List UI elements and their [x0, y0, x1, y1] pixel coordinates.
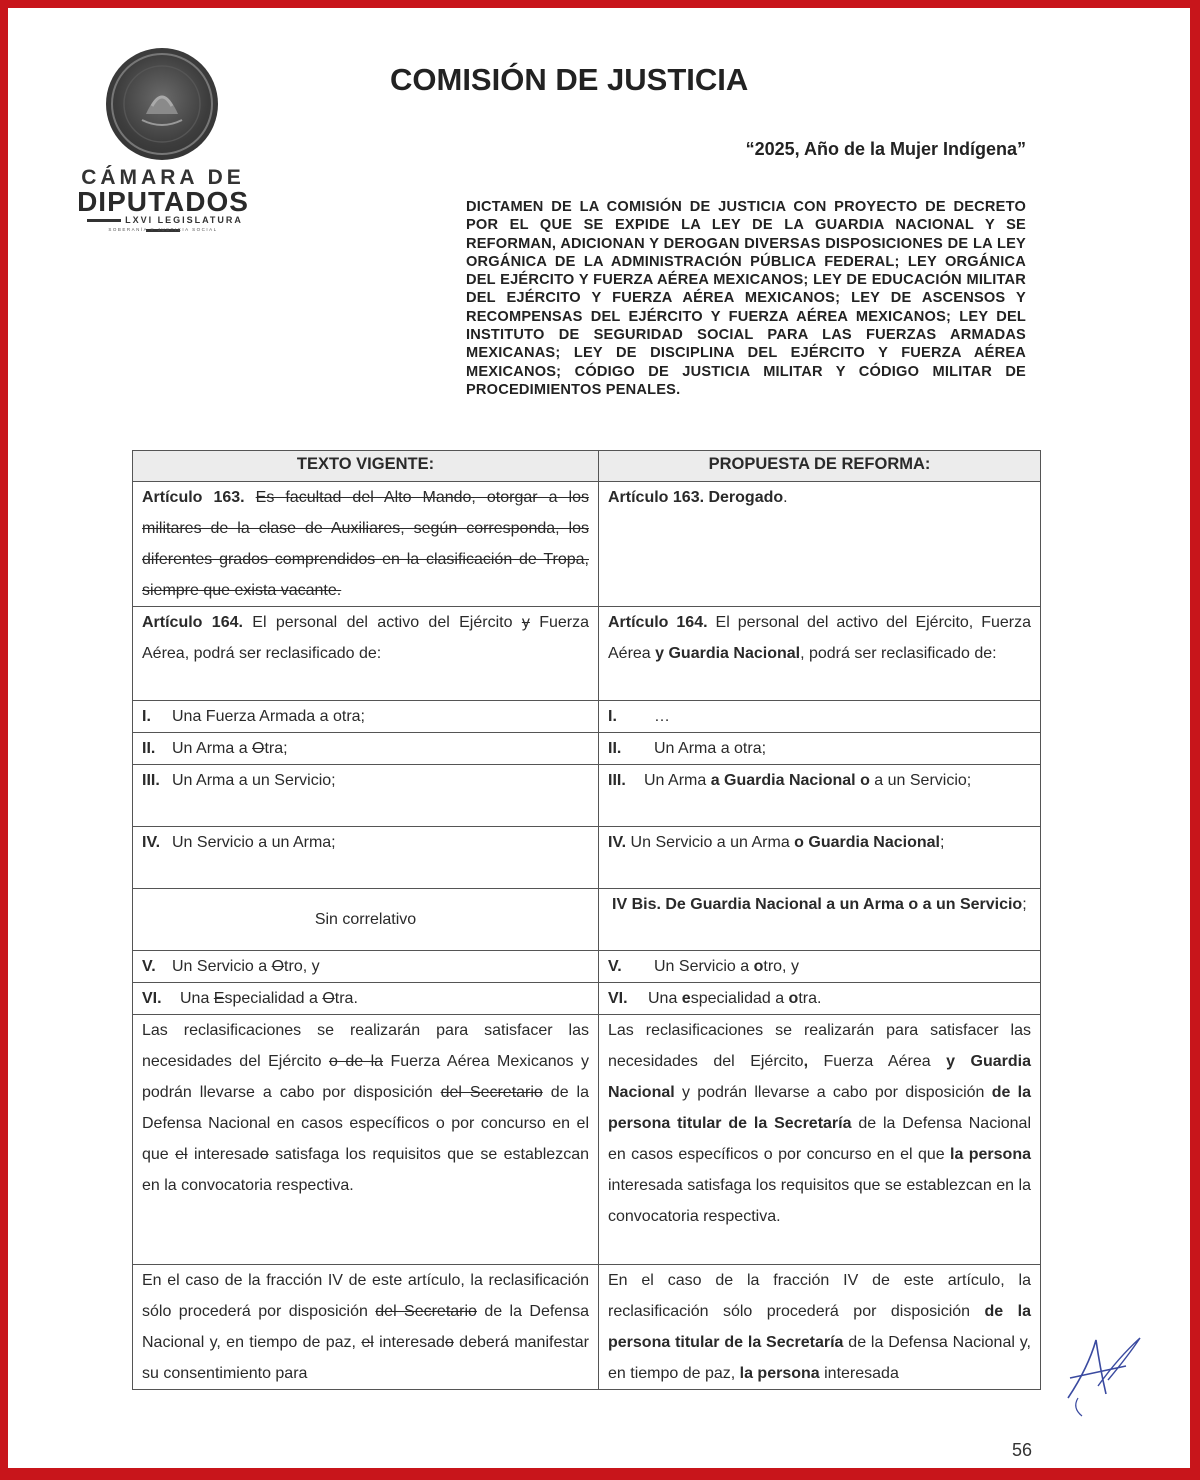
national-seal-icon: [106, 48, 218, 160]
table-row: [133, 482, 1041, 607]
table-row: [133, 951, 1041, 983]
paragraph-reclasificaciones-current: [133, 1015, 599, 1265]
logo-line-2: DIPUTADOS: [77, 186, 249, 217]
paragraph-segment: y Guardia Nacional: [608, 1053, 1032, 1101]
article-163-current: Artículo 163. Es facultad del Alto Mando, otorgar a los militares de la clase de Auxiliares, según corresponda, los diferentes grados comprendidos en la clasificación de Tropa, siempre que exista vacante.: [133, 482, 599, 607]
paragraph-segment: del Secretario: [375, 1303, 477, 1320]
page-number: 56: [1012, 1440, 1033, 1460]
paragraph-segment: de la Defensa Nacional en casos específicos o por concurso en el que: [608, 1115, 1031, 1163]
paragraph-segment: ,: [803, 1053, 809, 1070]
paragraph-fraccion-iv-proposal: [599, 1265, 1041, 1390]
logo-line-1: CÁMARA DE: [81, 166, 245, 189]
paragraph-segment: de la Defensa Nacional y, en tiempo de paz,: [142, 1303, 589, 1351]
logo-line-3: [68, 215, 258, 235]
table-row: [133, 889, 1041, 951]
fraction-iv-proposal: IV. Un Servicio a un Arma o Guardia Nacional;: [599, 827, 1041, 889]
paragraph-segment: de la Defensa Nacional en casos específicos o por concurso en el que: [142, 1084, 589, 1163]
fraction-i-current: I. Una Fuerza Armada a otra;: [133, 701, 599, 733]
page-title: COMISIÓN DE JUSTICIA: [390, 62, 749, 97]
table-row: [133, 983, 1041, 1015]
fraction-iv-current: IV. Un Servicio a un Arma;: [133, 827, 599, 889]
header-texto-vigente: TEXTO VIGENTE:: [133, 451, 599, 482]
paragraph-segment: Fuerza Aérea Mexicanos y podrán llevarse a cabo por disposición: [142, 1053, 589, 1101]
article-163-proposal: Artículo 163. Derogado.: [599, 482, 1041, 607]
fraction-vi-current: VI. Una Especialidad a Otra.: [133, 983, 599, 1015]
paragraph-segment: satisfaga los requisitos que se establezcan en la convocatoria respectiva.: [142, 1146, 590, 1194]
paragraph-segment: de la persona titular de la Secretaría: [608, 1303, 1031, 1351]
paragraph-fraccion-iv-current: [133, 1265, 599, 1390]
paragraph-segment: de la persona titular de la Secretaría: [608, 1084, 1031, 1132]
paragraph-segment: del Secretario: [440, 1084, 543, 1101]
paragraph-segment: o: [259, 1146, 269, 1163]
table-row: [133, 1265, 1041, 1390]
table-row: [133, 765, 1041, 827]
paragraph-segment: interesada satisfaga los requisitos que se establezcan en la convocatoria respectiva.: [608, 1177, 1031, 1225]
fraction-iv-bis-current: Sin correlativo: [133, 889, 599, 951]
fraction-ii-proposal: II. Un Arma a otra;: [599, 733, 1041, 765]
article-164-proposal: Artículo 164. El personal del activo del Ejército, Fuerza Aérea y Guardia Nacional, podrá ser reclasificado de:: [599, 607, 1041, 701]
paragraph-segment: la persona: [739, 1365, 820, 1382]
table-row: [133, 701, 1041, 733]
paragraph-segment: y podrán llevarse a cabo por disposición: [674, 1084, 992, 1101]
paragraph-segment: Las reclasificaciones se realizarán para satisfacer las necesidades del Ejército: [608, 1022, 1031, 1070]
fraction-ii-current: II. Un Arma a Otra;: [133, 733, 599, 765]
paragraph-segment: En el caso de la fracción IV de este artículo, la reclasificación sólo procederá por disposición: [142, 1272, 589, 1320]
document-page: [8, 8, 1190, 1468]
paragraph-segment: Fuerza Aérea: [808, 1053, 947, 1070]
paragraph-reclasificaciones-proposal: [599, 1015, 1041, 1265]
paragraph-segment: o: [444, 1334, 454, 1351]
fraction-iv-bis-proposal: IV Bis. De Guardia Nacional a un Arma o a un Servicio;: [599, 889, 1041, 951]
paragraph-segment: el: [175, 1146, 188, 1163]
camara-de-diputados-logo: [68, 48, 258, 238]
paragraph-segment: el: [361, 1334, 374, 1351]
article-164-current: Artículo 164. El personal del activo del Ejército y Fuerza Aérea, podrá ser reclasificado de:: [133, 607, 599, 701]
paragraph-segment: interesada: [819, 1365, 899, 1382]
table-row: [133, 607, 1041, 701]
table-row: [133, 1015, 1041, 1265]
handwritten-signature: [1048, 1328, 1148, 1423]
dictamen-heading: DICTAMEN DE LA COMISIÓN DE JUSTICIA CON PROYECTO DE DECRETO POR EL QUE SE EXPIDE LA LEY DE LA GUARDIA NACIONAL Y SE REFORMAN, ADICIONAN Y DEROGAN DIVERSAS DISPOSICIONES DE LA LEY ORGÁNICA DE LA ADMINISTRACIÓN PÚBLICA FEDERAL; LEY ORGÁNICA DEL EJÉRCITO Y FUERZA AÉREA MEXICANOS; LEY DE EDUCACIÓN MILITAR DEL EJÉRCITO Y FUERZA AÉREA MEXICANOS; LEY DE ASCENSOS Y RECOMPENSAS DEL EJÉRCITO Y FUERZA AÉREA MEXICANOS; LEY DEL INSTITUTO DE SEGURIDAD SOCIAL PARA LAS FUERZAS ARMADAS MEXICANAS; LEY DE DISCIPLINA DEL EJÉRCITO Y FUERZA AÉREA MEXICANOS; CÓDIGO DE JUSTICIA MILITAR Y CÓDIGO MILITAR DE PROCEDIMIENTOS PENALES.: [466, 199, 1026, 398]
paragraph-segment: o de la: [328, 1053, 384, 1070]
fraction-iii-proposal: III. Un Arma a Guardia Nacional o a un Servicio;: [599, 765, 1041, 827]
fraction-v-current: V. Un Servicio a Otro, y: [133, 951, 599, 983]
paragraph-segment: interesad: [187, 1146, 260, 1163]
comparison-table: [132, 450, 1041, 1390]
paragraph-segment: Las reclasificaciones se realizarán para satisfacer las necesidades del Ejército: [142, 1022, 589, 1070]
year-motto: “2025, Año de la Mujer Indígena”: [745, 139, 1026, 159]
table-row: [133, 827, 1041, 889]
paragraph-segment: deberá manifestar su consentimiento para: [142, 1334, 590, 1382]
fraction-v-proposal: V. Un Servicio a otro, y: [599, 951, 1041, 983]
paragraph-segment: la persona: [950, 1146, 1032, 1163]
logo-legislatura: LXVI LEGISLATURA: [125, 215, 243, 225]
paragraph-segment: En el caso de la fracción IV de este artículo, la reclasificación sólo procederá por disposición: [608, 1272, 1031, 1320]
paragraph-segment: interesad: [373, 1334, 445, 1351]
fraction-i-proposal: I. …: [599, 701, 1041, 733]
logo-line-4: SOBERANÍA Y JUSTICIA SOCIAL: [108, 227, 218, 232]
header-propuesta-reforma: PROPUESTA DE REFORMA:: [599, 451, 1041, 482]
fraction-vi-proposal: VI. Una especialidad a otra.: [599, 983, 1041, 1015]
fraction-iii-current: III. Un Arma a un Servicio;: [133, 765, 599, 827]
paragraph-segment: de la Defensa Nacional y, en tiempo de paz,: [608, 1334, 1032, 1382]
table-row: [133, 733, 1041, 765]
